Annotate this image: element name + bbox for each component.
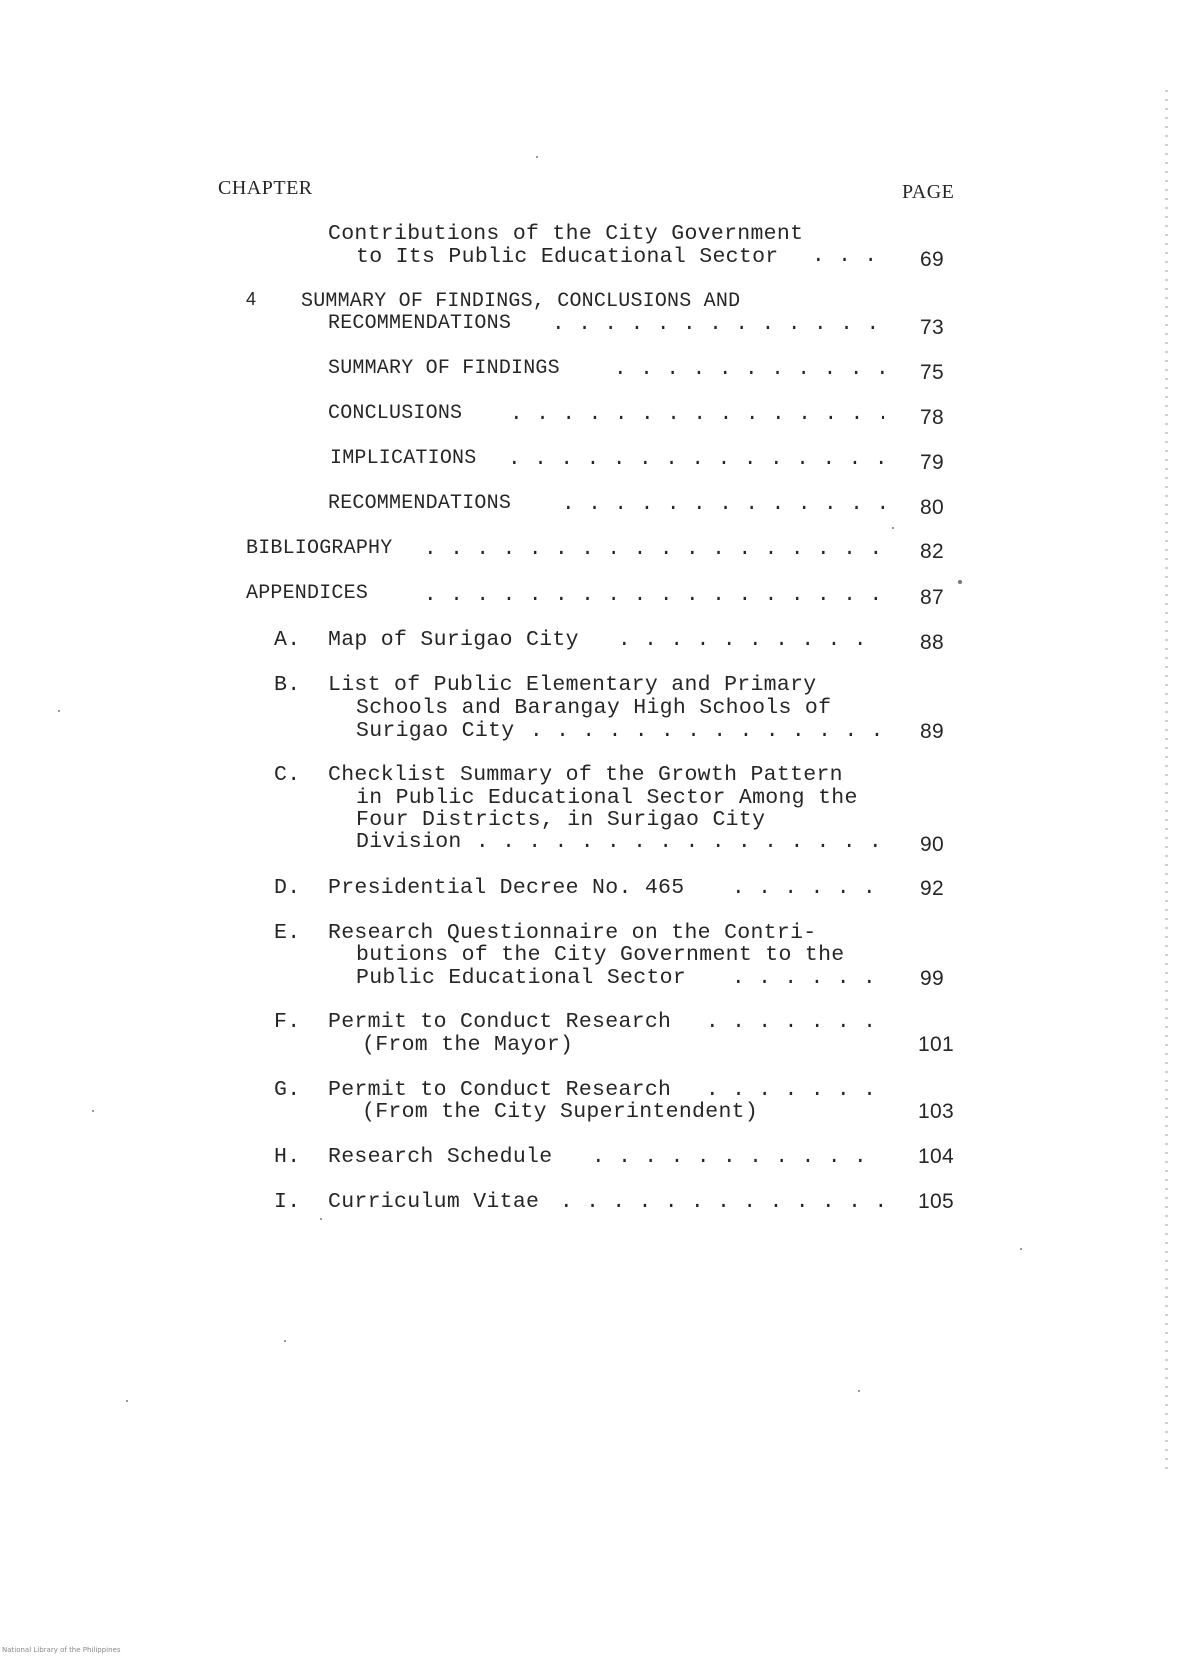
appendix-d-title: Presidential Decree No. 465 [328, 876, 685, 900]
appendix-letter: A. [274, 628, 301, 652]
appendix-c-title-line1: Checklist Summary of the Growth Pattern [328, 763, 843, 787]
toc-page-number: 73 [920, 316, 944, 339]
appendix-g-title-line2: (From the City Superintendent) [362, 1100, 759, 1124]
toc-page-number: 104 [918, 1145, 954, 1168]
scan-speck [958, 580, 962, 584]
appendix-f-title-line2: (From the Mayor) [362, 1033, 574, 1057]
toc-page-number: 101 [918, 1033, 954, 1056]
scan-speck [536, 156, 538, 158]
appendix-b-title-line3: Surigao City [356, 719, 515, 743]
toc-page-number: 90 [920, 833, 944, 856]
dot-leader [732, 967, 884, 991]
appendix-letter: C. [274, 763, 301, 787]
appendix-e-title-line2: butions of the City Government to the [356, 943, 845, 967]
appendix-c-title-line4: Division [356, 830, 462, 854]
dot-leader [812, 245, 884, 269]
toc-entry-contributions-line1: Contributions of the City Government [328, 222, 804, 246]
appendix-i-title: Curriculum Vitae [328, 1190, 540, 1214]
toc-entry-bibliography: BIBLIOGRAPHY [246, 537, 393, 560]
scan-speck [58, 710, 60, 712]
appendix-letter: B. [274, 673, 301, 697]
appendix-letter: E. [274, 921, 301, 945]
toc-page-number: 89 [920, 720, 944, 743]
toc-entry-recommendations: RECOMMENDATIONS [328, 492, 512, 515]
appendix-b-title-line1: List of Public Elementary and Primary [328, 673, 817, 697]
appendix-a-title: Map of Surigao City [328, 628, 579, 652]
appendix-letter: I. [274, 1190, 301, 1214]
toc-page-number: 99 [920, 967, 944, 990]
dot-leader [508, 448, 884, 472]
appendix-h-title: Research Schedule [328, 1145, 553, 1169]
dot-leader [732, 877, 884, 901]
chapter-title-line1: SUMMARY OF FINDINGS, CONCLUSIONS AND [301, 290, 741, 313]
toc-page-number: 88 [920, 631, 944, 654]
toc-page-number: 69 [920, 248, 944, 271]
dot-leader [706, 1011, 884, 1035]
dot-leader [614, 358, 884, 382]
scan-speck [284, 1340, 286, 1342]
appendix-c-title-line3: Four Districts, in Surigao City [356, 808, 766, 832]
scan-speck [892, 527, 894, 529]
dot-leader [552, 313, 884, 337]
appendix-c-title-line2: in Public Educational Sector Among the [356, 786, 858, 810]
page-column-label: PAGE [902, 181, 955, 203]
toc-page-number: 79 [920, 451, 944, 474]
appendix-e-title-line1: Research Questionnaire on the Contri- [328, 921, 817, 945]
footer-watermark: National Library of the Philippines [2, 1646, 121, 1654]
chapter-number: 4 [246, 289, 257, 309]
dot-leader [424, 584, 884, 608]
toc-entry-contributions-line2: to Its Public Educational Sector [356, 245, 779, 269]
appendix-letter: D. [274, 876, 301, 900]
scan-edge-artifact [1165, 90, 1168, 1470]
appendix-letter: F. [274, 1010, 301, 1034]
toc-page-number: 103 [918, 1100, 954, 1123]
appendix-b-title-line2: Schools and Barangay High Schools of [356, 696, 832, 720]
toc-page-number: 82 [920, 540, 944, 563]
toc-page-number: 87 [920, 586, 944, 609]
dot-leader [510, 403, 884, 427]
chapter-title-line2: RECOMMENDATIONS [328, 312, 512, 335]
chapter-column-label: CHAPTER [218, 177, 313, 199]
dot-leader [476, 831, 884, 855]
appendix-letter: H. [274, 1145, 301, 1169]
dot-leader [592, 1146, 884, 1170]
toc-entry-implications: IMPLICATIONS [330, 447, 477, 470]
dot-leader [530, 720, 884, 744]
scan-speck [92, 1110, 94, 1112]
scan-speck [858, 1390, 860, 1392]
toc-entry-conclusions: CONCLUSIONS [328, 402, 463, 425]
scan-speck [1020, 1248, 1022, 1250]
toc-page-number: 80 [920, 496, 944, 519]
appendix-e-title-line3: Public Educational Sector [356, 966, 687, 990]
scan-speck [126, 1400, 128, 1402]
toc-page-number: 75 [920, 361, 944, 384]
toc-entry-summary-of-findings: SUMMARY OF FINDINGS [328, 357, 560, 380]
toc-page-number: 78 [920, 406, 944, 429]
dot-leader [618, 629, 884, 653]
scan-speck [320, 1218, 322, 1220]
appendix-f-title-line1: Permit to Conduct Research [328, 1010, 672, 1034]
appendix-letter: G. [274, 1078, 301, 1102]
toc-page-number: 105 [918, 1190, 954, 1213]
dot-leader [560, 1191, 884, 1215]
toc-entry-appendices: APPENDICES [246, 582, 369, 605]
dot-leader [424, 538, 884, 562]
toc-page-number: 92 [920, 877, 944, 900]
appendix-g-title-line1: Permit to Conduct Research [328, 1078, 672, 1102]
dot-leader [562, 493, 884, 517]
